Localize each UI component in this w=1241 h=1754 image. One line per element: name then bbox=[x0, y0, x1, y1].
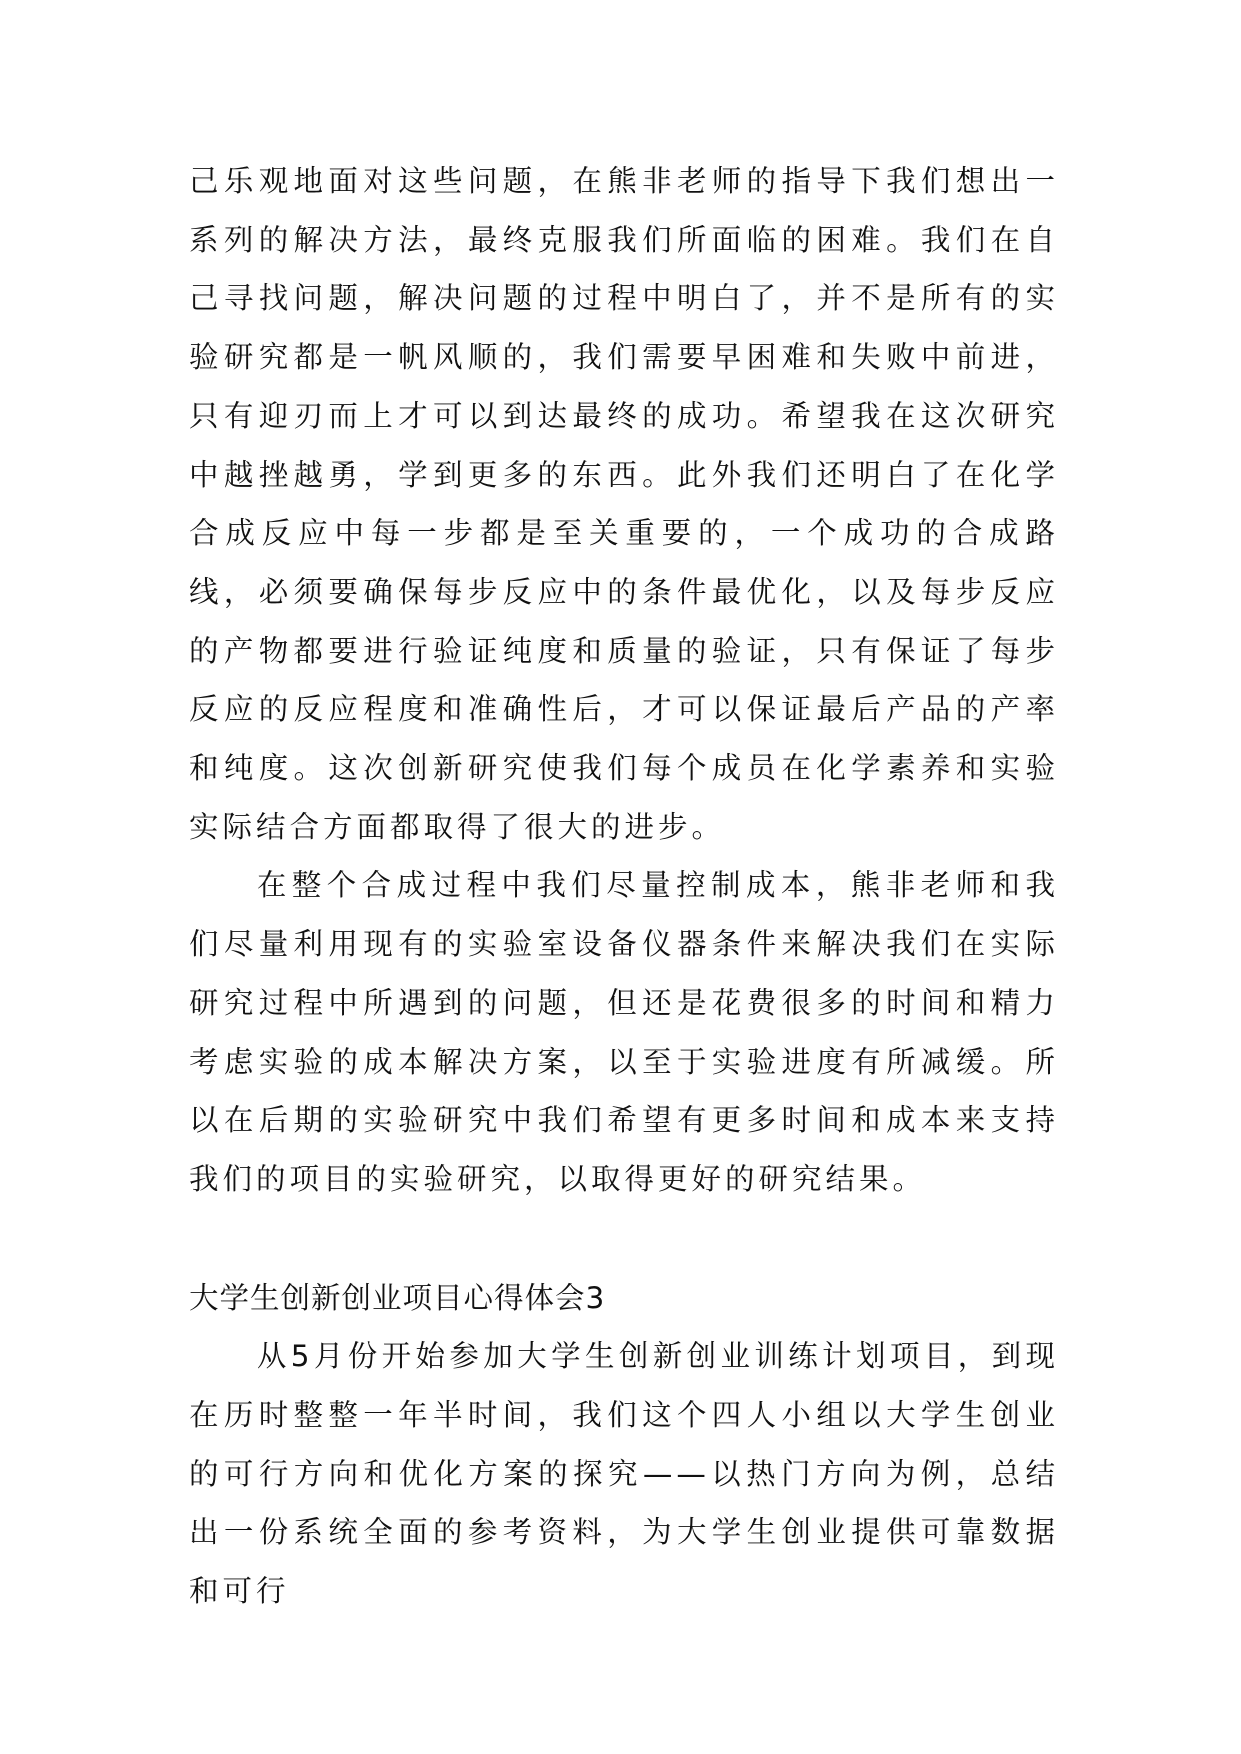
paragraph-cost-control: 在整个合成过程中我们尽量控制成本，熊非老师和我们尽量利用现有的实验室设备仪器条件来解决我们在实际研究过程中所遇到的问题，但还是花费很多的时间和精力考虑实验的成本解决方案，以至于实验进度有所减缓。所以在后期的实验研究中我们希望有更多时间和成本来支持我们的项目的实验研究，以取得更好的研究结果。 bbox=[189, 868, 1059, 1196]
paragraph-section-intro: 从5月份开始参加大学生创新创业训练计划项目，到现在历时整整一年半时间，我们这个四人小组以大学生创业的可行方向和优化方案的探究——以热门方向为例，总结出一份系统全面的参考资料，为大学生创业提供可靠数据和可行 bbox=[189, 1339, 1059, 1609]
paragraph-continued: 己乐观地面对这些问题，在熊非老师的指导下我们想出一系列的解决方法，最终克服我们所面临的困难。我们在自己寻找问题，解决问题的过程中明白了，并不是所有的实验研究都是一帆风顺的，我们需要早困难和失败中前进，只有迎刃而上才可以到达最终的成功。希望我在这次研究中越挫越勇，学到更多的东西。此外我们还明白了在化学合成反应中每一步都是至关重要的，一个成功的合成路线，必须要确保每步反应中的条件最优化，以及每步反应的产物都要进行验证纯度和质量的验证，只有保证了每步反应的反应程度和准确性后，才可以保证最后产品的产率和纯度。这次创新研究使我们每个成员在化学素养和实验实际结合方面都取得了很大的进步。 bbox=[189, 164, 1059, 844]
document-body bbox=[189, 152, 1059, 1621]
section-heading: 大学生创新创业项目心得体会3 bbox=[189, 1280, 606, 1315]
